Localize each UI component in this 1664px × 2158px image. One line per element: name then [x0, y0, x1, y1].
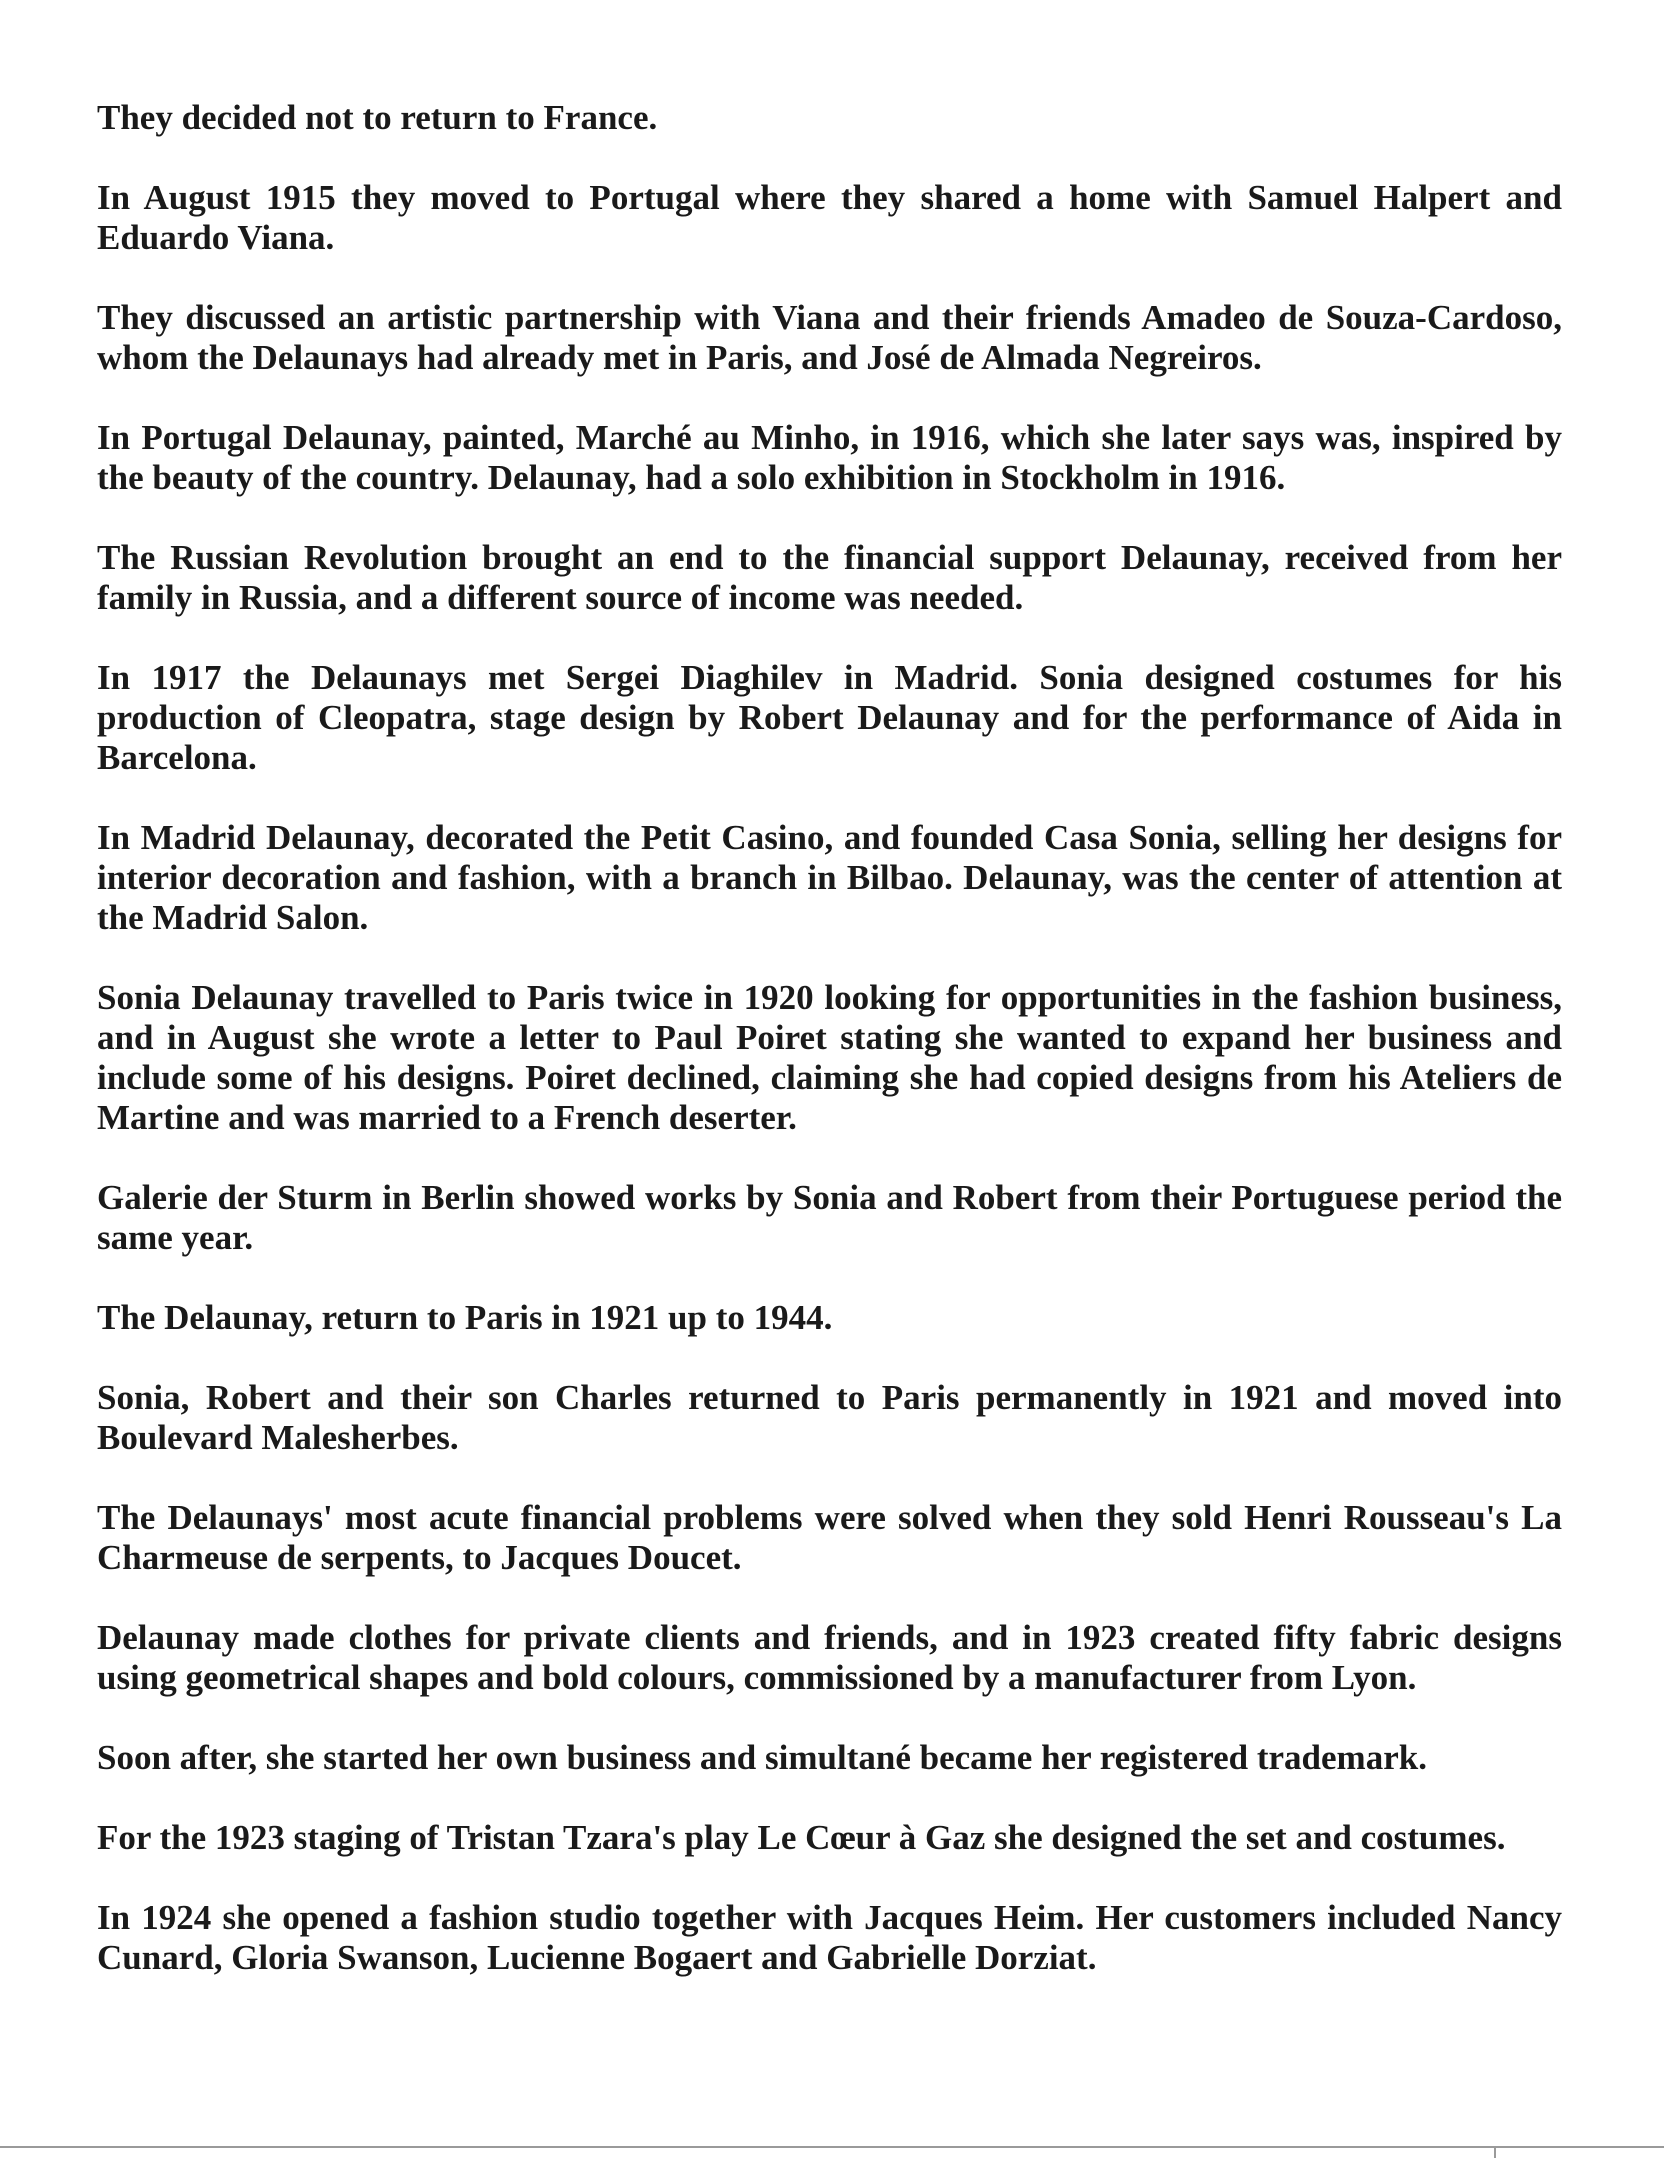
document-page	[97, 98, 1562, 2018]
paragraph: In Portugal Delaunay, painted, Marché au Minho, in 1916, which she later says was, inspired by the beauty of the country. Delaunay, had a solo exhibition in Stockholm in 1916.	[97, 418, 1562, 497]
paragraph: Soon after, she started her own business and simultané became her registered trademark.	[97, 1738, 1427, 1777]
paragraph: In Madrid Delaunay, decorated the Petit Casino, and founded Casa Sonia, selling her designs for interior decoration and fashion, with a branch in Bilbao. Delaunay, was the center of attention at the Madrid Salon.	[97, 818, 1562, 937]
paragraph: Sonia, Robert and their son Charles returned to Paris permanently in 1921 and moved into Boulevard Malesherbes.	[97, 1378, 1562, 1457]
paragraph: They decided not to return to France.	[97, 98, 658, 137]
paragraph: In 1917 the Delaunays met Sergei Diaghilev in Madrid. Sonia designed costumes for his production of Cleopatra, stage design by Robert Delaunay and for the performance of Aida in Barcelona.	[97, 658, 1562, 777]
paragraph: The Delaunay, return to Paris in 1921 up to 1944.	[97, 1298, 833, 1337]
paragraph: Galerie der Sturm in Berlin showed works by Sonia and Robert from their Portuguese period the same year.	[97, 1178, 1562, 1257]
paragraph: In August 1915 they moved to Portugal where they shared a home with Samuel Halpert and Eduardo Viana.	[97, 178, 1562, 257]
paragraph: The Russian Revolution brought an end to the financial support Delaunay, received from her family in Russia, and a different source of income was needed.	[97, 538, 1562, 617]
paragraph: Sonia Delaunay travelled to Paris twice in 1920 looking for opportunities in the fashion business, and in August she wrote a letter to Paul Poiret stating she wanted to expand her business and include some of his designs. Poiret declined, claiming she had copied designs from his Ateliers de Martine and was married to a French deserter.	[97, 978, 1562, 1137]
paragraph: In 1924 she opened a fashion studio together with Jacques Heim. Her customers included Nancy Cunard, Gloria Swanson, Lucienne Bogaert and Gabrielle Dorziat.	[97, 1898, 1562, 1977]
paragraph: The Delaunays' most acute financial problems were solved when they sold Henri Rousseau's La Charmeuse de serpents, to Jacques Doucet.	[97, 1498, 1562, 1577]
paragraph: They discussed an artistic partnership with Viana and their friends Amadeo de Souza-Cardoso, whom the Delaunays had already met in Paris, and José de Almada Negreiros.	[97, 298, 1562, 377]
footer-rule-tick	[1494, 2146, 1496, 2158]
footer-rule	[0, 2146, 1664, 2148]
paragraph: Delaunay made clothes for private clients and friends, and in 1923 created fifty fabric designs using geometrical shapes and bold colours, commissioned by a manufacturer from Lyon.	[97, 1618, 1562, 1697]
paragraph: For the 1923 staging of Tristan Tzara's play Le Cœur à Gaz she designed the set and costumes.	[97, 1818, 1506, 1857]
